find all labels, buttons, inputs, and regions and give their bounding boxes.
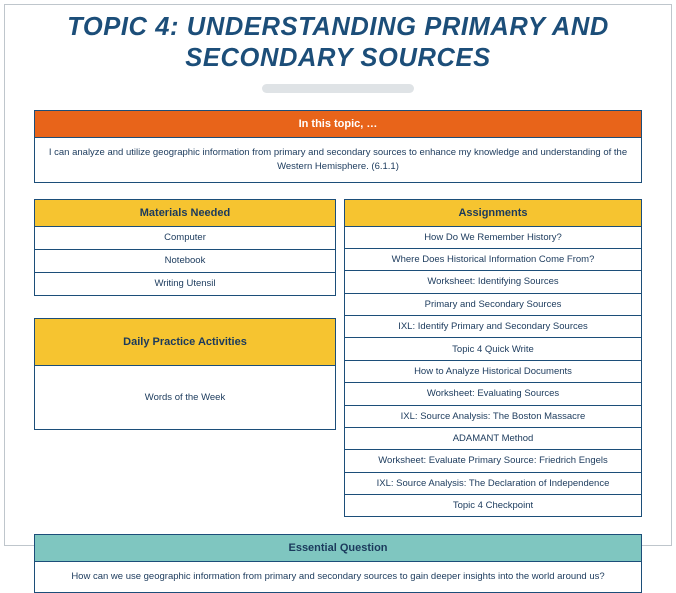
assignments-block: [344, 199, 642, 518]
daily-practice-header: Daily Practice Activities: [35, 319, 335, 366]
list-item: IXL: Source Analysis: The Boston Massacre: [345, 406, 641, 428]
list-item: How to Analyze Historical Documents: [345, 361, 641, 383]
list-item: IXL: Identify Primary and Secondary Sources: [345, 316, 641, 338]
two-column-region: [34, 199, 642, 518]
daily-practice-block: [34, 318, 336, 430]
list-item: Topic 4 Quick Write: [345, 338, 641, 360]
decorative-bar: [262, 84, 414, 93]
list-item: How Do We Remember History?: [345, 227, 641, 249]
title-block: [0, 0, 676, 93]
materials-needed-header: Materials Needed: [35, 200, 335, 227]
list-item: Worksheet: Evaluating Sources: [345, 383, 641, 405]
list-item: IXL: Source Analysis: The Declaration of Independence: [345, 473, 641, 495]
in-this-topic-header: In this topic, …: [35, 111, 641, 138]
materials-needed-block: [34, 199, 336, 296]
essential-question-block: [34, 534, 642, 593]
list-item: Computer: [35, 227, 335, 250]
in-this-topic-body: I can analyze and utilize geographic information from primary and secondary sources to enhance my knowledge and understanding of the Western Hemisphere. (6.1.1): [48, 147, 628, 172]
list-item: Topic 4 Checkpoint: [452, 500, 534, 512]
list-item: Words of the Week: [144, 391, 226, 403]
list-item: ADAMANT Method: [345, 428, 641, 450]
right-column: [344, 199, 642, 518]
assignments-header: Assignments: [345, 200, 641, 227]
list-item: Where Does Historical Information Come From?: [345, 249, 641, 271]
list-item: Worksheet: Identifying Sources: [345, 271, 641, 293]
list-item: Worksheet: Evaluate Primary Source: Friedrich Engels: [345, 450, 641, 472]
left-column: [34, 199, 336, 430]
essential-question-body: How can we use geographic information from primary and secondary sources to gain deeper insights into the world around us?: [71, 571, 605, 583]
list-item: Notebook: [35, 250, 335, 273]
essential-question-header: Essential Question: [35, 535, 641, 562]
in-this-topic-block: [34, 110, 642, 183]
page-title: TOPIC 4: UNDERSTANDING PRIMARY AND SECONDARY SOURCES: [67, 13, 609, 73]
content-area: [34, 110, 642, 593]
list-item: Writing Utensil: [154, 278, 216, 290]
list-item: Primary and Secondary Sources: [345, 294, 641, 316]
